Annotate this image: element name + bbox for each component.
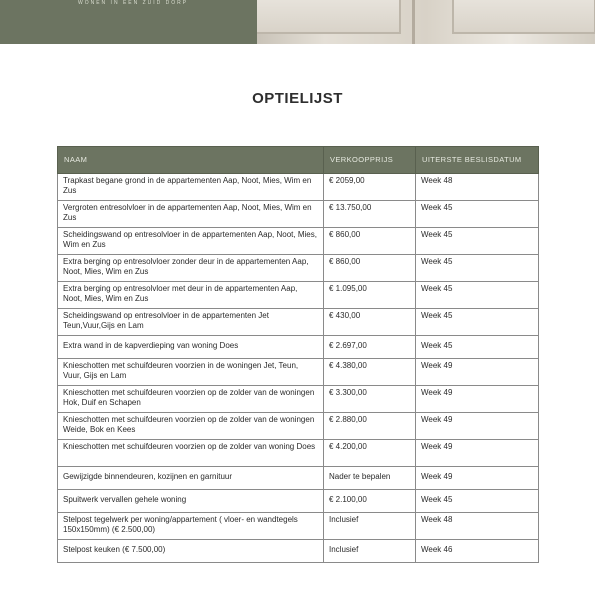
column-header-name: NAAM bbox=[58, 147, 324, 174]
cell-name: Extra wand in de kapverdieping van woning Does bbox=[58, 336, 324, 359]
door-photo bbox=[257, 0, 595, 44]
options-table bbox=[57, 146, 539, 563]
table-row bbox=[58, 282, 539, 309]
cell-deadline: Week 49 bbox=[416, 359, 539, 386]
door-panel-left bbox=[257, 0, 401, 34]
cell-price: € 1.095,00 bbox=[324, 282, 416, 309]
cell-price: € 4.200,00 bbox=[324, 440, 416, 467]
table-row bbox=[58, 513, 539, 540]
cell-name: Scheidingswand op entresolvloer in de appartementen Aap, Noot, Mies, Wim en Zus bbox=[58, 228, 324, 255]
cell-price: € 2.697,00 bbox=[324, 336, 416, 359]
cell-deadline: Week 45 bbox=[416, 282, 539, 309]
door-panel-right bbox=[452, 0, 595, 34]
table-row bbox=[58, 413, 539, 440]
cell-price: € 13.750,00 bbox=[324, 201, 416, 228]
cell-deadline: Week 45 bbox=[416, 309, 539, 336]
cell-price: Inclusief bbox=[324, 540, 416, 563]
cell-name: Knieschotten met schuifdeuren voorzien op de zolder van de woningen Weide, Bok en Kees bbox=[58, 413, 324, 440]
table-row bbox=[58, 228, 539, 255]
page-title: OPTIELIJST bbox=[252, 90, 343, 107]
cell-name: Knieschotten met schuifdeuren voorzien in de woningen Jet, Teun, Vuur, Gijs en Lam bbox=[58, 359, 324, 386]
table-row bbox=[58, 174, 539, 201]
cell-price: Nader te bepalen bbox=[324, 467, 416, 490]
cell-price: € 2.100,00 bbox=[324, 490, 416, 513]
cell-name: Stelpost tegelwerk per woning/appartement ( vloer- en wandtegels 150x150mm) (€ 2.500,00) bbox=[58, 513, 324, 540]
table-row bbox=[58, 440, 539, 467]
banner-tagline: WONEN IN EEN ZUID DORP bbox=[78, 0, 189, 6]
cell-deadline: Week 45 bbox=[416, 228, 539, 255]
table-row bbox=[58, 490, 539, 513]
cell-name: Knieschotten met schuifdeuren voorzien op de zolder van de woningen Hok, Duif en Schapen bbox=[58, 386, 324, 413]
table-row bbox=[58, 336, 539, 359]
table-header-row bbox=[58, 147, 539, 174]
table-row bbox=[58, 467, 539, 490]
cell-name: Vergroten entresolvloer in de appartementen Aap, Noot, Mies, Wim en Zus bbox=[58, 201, 324, 228]
cell-deadline: Week 46 bbox=[416, 540, 539, 563]
cell-name: Spuitwerk vervallen gehele woning bbox=[58, 490, 324, 513]
table-row bbox=[58, 201, 539, 228]
cell-deadline: Week 45 bbox=[416, 336, 539, 359]
column-header-deadline: UITERSTE BESLISDATUM bbox=[416, 147, 539, 174]
table-row bbox=[58, 386, 539, 413]
table-row bbox=[58, 359, 539, 386]
cell-name: Stelpost keuken (€ 7.500,00) bbox=[58, 540, 324, 563]
cell-price: € 860,00 bbox=[324, 228, 416, 255]
cell-deadline: Week 49 bbox=[416, 467, 539, 490]
cell-price: € 430,00 bbox=[324, 309, 416, 336]
cell-name: Extra berging op entresolvloer zonder deur in de appartementen Aap, Noot, Mies, Wim en Zus bbox=[58, 255, 324, 282]
cell-price: € 2.880,00 bbox=[324, 413, 416, 440]
table-row bbox=[58, 255, 539, 282]
cell-price: € 4.380,00 bbox=[324, 359, 416, 386]
cell-price: € 2059,00 bbox=[324, 174, 416, 201]
cell-deadline: Week 45 bbox=[416, 255, 539, 282]
cell-name: Knieschotten met schuifdeuren voorzien op de zolder van woning Does bbox=[58, 440, 324, 467]
cell-deadline: Week 49 bbox=[416, 413, 539, 440]
cell-deadline: Week 49 bbox=[416, 386, 539, 413]
table-row bbox=[58, 309, 539, 336]
cell-name: Scheidingswand op entresolvloer in de appartementen Jet Teun,Vuur,Gijs en Lam bbox=[58, 309, 324, 336]
cell-name: Trapkast begane grond in de appartementen Aap, Noot, Mies, Wim en Zus bbox=[58, 174, 324, 201]
cell-price: € 3.300,00 bbox=[324, 386, 416, 413]
door-gap bbox=[412, 0, 415, 44]
cell-deadline: Week 48 bbox=[416, 513, 539, 540]
cell-name: Extra berging op entresolvloer met deur in de appartementen Aap, Noot, Mies, Wim en Zus bbox=[58, 282, 324, 309]
column-header-price: VERKOOPPRIJS bbox=[324, 147, 416, 174]
cell-deadline: Week 48 bbox=[416, 174, 539, 201]
cell-deadline: Week 45 bbox=[416, 490, 539, 513]
cell-deadline: Week 49 bbox=[416, 440, 539, 467]
cell-deadline: Week 45 bbox=[416, 201, 539, 228]
cell-price: Inclusief bbox=[324, 513, 416, 540]
cell-price: € 860,00 bbox=[324, 255, 416, 282]
cell-name: Gewijzigde binnendeuren, kozijnen en garnituur bbox=[58, 467, 324, 490]
table-row bbox=[58, 540, 539, 563]
